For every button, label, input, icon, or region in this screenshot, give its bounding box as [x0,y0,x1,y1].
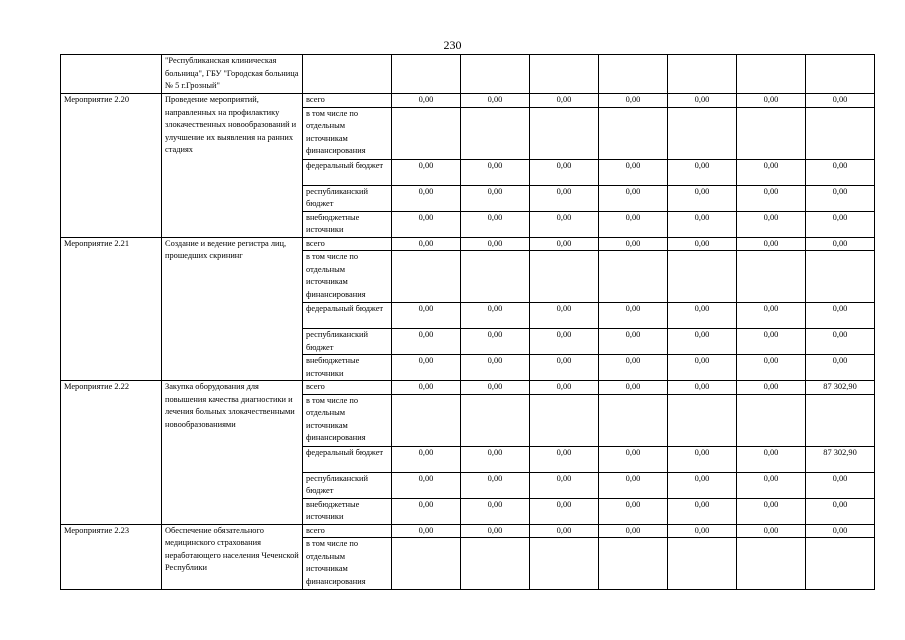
value-cell: 87 302,90 [806,446,875,472]
value-cell [737,251,806,303]
value-cell: 0,00 [530,211,599,237]
funding-source: федеральный бюджет [303,159,392,185]
value-cell: 0,00 [599,381,668,395]
value-cell [461,107,530,159]
value-cell: 0,00 [737,472,806,498]
value-cell: 0,00 [599,237,668,251]
value-cell: 0,00 [530,472,599,498]
funding-source: федеральный бюджет [303,446,392,472]
value-cell [392,107,461,159]
value-cell: 87 302,90 [806,381,875,395]
value-cell: 0,00 [737,355,806,381]
value-cell: 0,00 [668,381,737,395]
table-body [61,55,875,590]
value-cell [737,55,806,94]
value-cell [599,394,668,446]
value-cell [668,107,737,159]
value-cell: 0,00 [530,237,599,251]
value-cell: 0,00 [737,329,806,355]
value-cell: 0,00 [530,94,599,108]
funding-source: внебюджетные источники [303,355,392,381]
value-cell: 0,00 [461,498,530,524]
value-cell: 0,00 [737,185,806,211]
funding-source: в том числе по отдельным источникам финансирования [303,107,392,159]
value-cell: 0,00 [668,329,737,355]
value-cell: 0,00 [461,211,530,237]
funding-source: всего [303,381,392,395]
funding-source: всего [303,94,392,108]
value-cell [392,538,461,590]
value-cell [806,107,875,159]
value-cell [737,538,806,590]
measure-description: Закупка оборудования для повышения качества диагностики и лечения больных злокачественными новообразованиями [162,381,303,525]
value-cell [668,55,737,94]
value-cell [599,538,668,590]
value-cell: 0,00 [461,446,530,472]
value-cell: 0,00 [599,303,668,329]
value-cell [461,538,530,590]
value-cell: 0,00 [530,185,599,211]
value-cell [599,251,668,303]
value-cell: 0,00 [668,211,737,237]
measure-description: Создание и ведение регистра лиц, прошедших скрининг [162,237,303,381]
value-cell: 0,00 [668,355,737,381]
funding-source: республиканский бюджет [303,185,392,211]
value-cell: 0,00 [599,498,668,524]
value-cell: 0,00 [461,472,530,498]
value-cell: 0,00 [530,498,599,524]
value-cell: 0,00 [806,211,875,237]
value-cell [530,107,599,159]
value-cell: 0,00 [668,498,737,524]
value-cell [530,538,599,590]
value-cell: 0,00 [461,329,530,355]
value-cell [599,107,668,159]
value-cell: 0,00 [392,303,461,329]
value-cell: 0,00 [599,185,668,211]
value-cell: 0,00 [530,381,599,395]
value-cell [806,538,875,590]
value-cell: 0,00 [599,159,668,185]
value-cell [461,251,530,303]
value-cell: 0,00 [599,446,668,472]
value-cell: 0,00 [599,355,668,381]
funding-source: в том числе по отдельным источникам финансирования [303,394,392,446]
value-cell: 0,00 [806,498,875,524]
value-cell: 0,00 [599,211,668,237]
value-cell: 0,00 [461,355,530,381]
measure-label: Мероприятие 2.23 [61,524,162,590]
carryover-description: "Республиканская клиническая больница", ГБУ "Городская больница № 5 г.Грозный" [162,55,303,94]
value-cell [392,55,461,94]
value-cell: 0,00 [392,237,461,251]
table-row [61,55,875,94]
value-cell: 0,00 [806,472,875,498]
value-cell: 0,00 [530,303,599,329]
value-cell: 0,00 [737,303,806,329]
value-cell [530,394,599,446]
value-cell: 0,00 [737,94,806,108]
value-cell: 0,00 [461,159,530,185]
measure-description: Проведение мероприятий, направленных на профилактику злокачественных новообразований и улучшение их выявления на ранних стадиях [162,94,303,238]
funding-source: в том числе по отдельным источникам финансирования [303,538,392,590]
value-cell: 0,00 [806,94,875,108]
measure-label: Мероприятие 2.21 [61,237,162,381]
value-cell: 0,00 [668,446,737,472]
value-cell: 0,00 [392,211,461,237]
page-number: 230 [443,38,462,52]
value-cell: 0,00 [806,303,875,329]
value-cell: 0,00 [806,329,875,355]
value-cell: 0,00 [599,472,668,498]
value-cell: 0,00 [530,446,599,472]
measure-label-cell [61,55,162,94]
value-cell: 0,00 [392,446,461,472]
value-cell: 0,00 [392,381,461,395]
value-cell: 0,00 [599,94,668,108]
value-cell: 0,00 [392,329,461,355]
value-cell: 0,00 [392,524,461,538]
value-cell: 0,00 [599,524,668,538]
value-cell: 0,00 [737,524,806,538]
value-cell: 0,00 [461,303,530,329]
value-cell [392,251,461,303]
value-cell: 0,00 [530,329,599,355]
value-cell: 0,00 [392,159,461,185]
value-cell: 0,00 [530,524,599,538]
value-cell [530,251,599,303]
value-cell: 0,00 [530,159,599,185]
source-cell [303,55,392,94]
value-cell: 0,00 [668,524,737,538]
value-cell: 0,00 [461,524,530,538]
value-cell: 0,00 [668,159,737,185]
value-cell: 0,00 [461,381,530,395]
funding-source: внебюджетные источники [303,498,392,524]
table-row [61,94,875,108]
value-cell: 0,00 [737,211,806,237]
value-cell: 0,00 [806,355,875,381]
value-cell: 0,00 [737,159,806,185]
value-cell [461,394,530,446]
value-cell: 0,00 [737,446,806,472]
value-cell: 0,00 [461,94,530,108]
budget-table [60,54,875,590]
funding-source: всего [303,524,392,538]
funding-source: федеральный бюджет [303,303,392,329]
funding-source: внебюджетные источники [303,211,392,237]
value-cell [530,55,599,94]
value-cell: 0,00 [806,524,875,538]
value-cell: 0,00 [806,185,875,211]
funding-source: всего [303,237,392,251]
value-cell: 0,00 [668,472,737,498]
measure-label: Мероприятие 2.20 [61,94,162,238]
table-row [61,524,875,538]
value-cell: 0,00 [392,355,461,381]
value-cell: 0,00 [668,185,737,211]
value-cell [806,251,875,303]
value-cell: 0,00 [461,185,530,211]
measure-description: Обеспечение обязательного медицинского страхования неработающего населения Чеченской Республики [162,524,303,590]
value-cell: 0,00 [392,498,461,524]
value-cell: 0,00 [599,329,668,355]
funding-source: республиканский бюджет [303,329,392,355]
value-cell: 0,00 [737,381,806,395]
value-cell: 0,00 [668,237,737,251]
value-cell [668,394,737,446]
value-cell: 0,00 [461,237,530,251]
value-cell [806,55,875,94]
value-cell [461,55,530,94]
value-cell: 0,00 [806,159,875,185]
value-cell [599,55,668,94]
measure-label: Мероприятие 2.22 [61,381,162,525]
value-cell: 0,00 [668,303,737,329]
value-cell: 0,00 [668,94,737,108]
value-cell: 0,00 [737,498,806,524]
value-cell: 0,00 [392,472,461,498]
value-cell: 0,00 [392,185,461,211]
value-cell: 0,00 [806,237,875,251]
value-cell [737,394,806,446]
table-row [61,237,875,251]
value-cell: 0,00 [392,94,461,108]
value-cell [668,538,737,590]
value-cell: 0,00 [530,355,599,381]
value-cell [668,251,737,303]
value-cell [806,394,875,446]
value-cell [392,394,461,446]
funding-source: республиканский бюджет [303,472,392,498]
funding-source: в том числе по отдельным источникам финансирования [303,251,392,303]
value-cell: 0,00 [737,237,806,251]
table-row [61,381,875,395]
value-cell [737,107,806,159]
